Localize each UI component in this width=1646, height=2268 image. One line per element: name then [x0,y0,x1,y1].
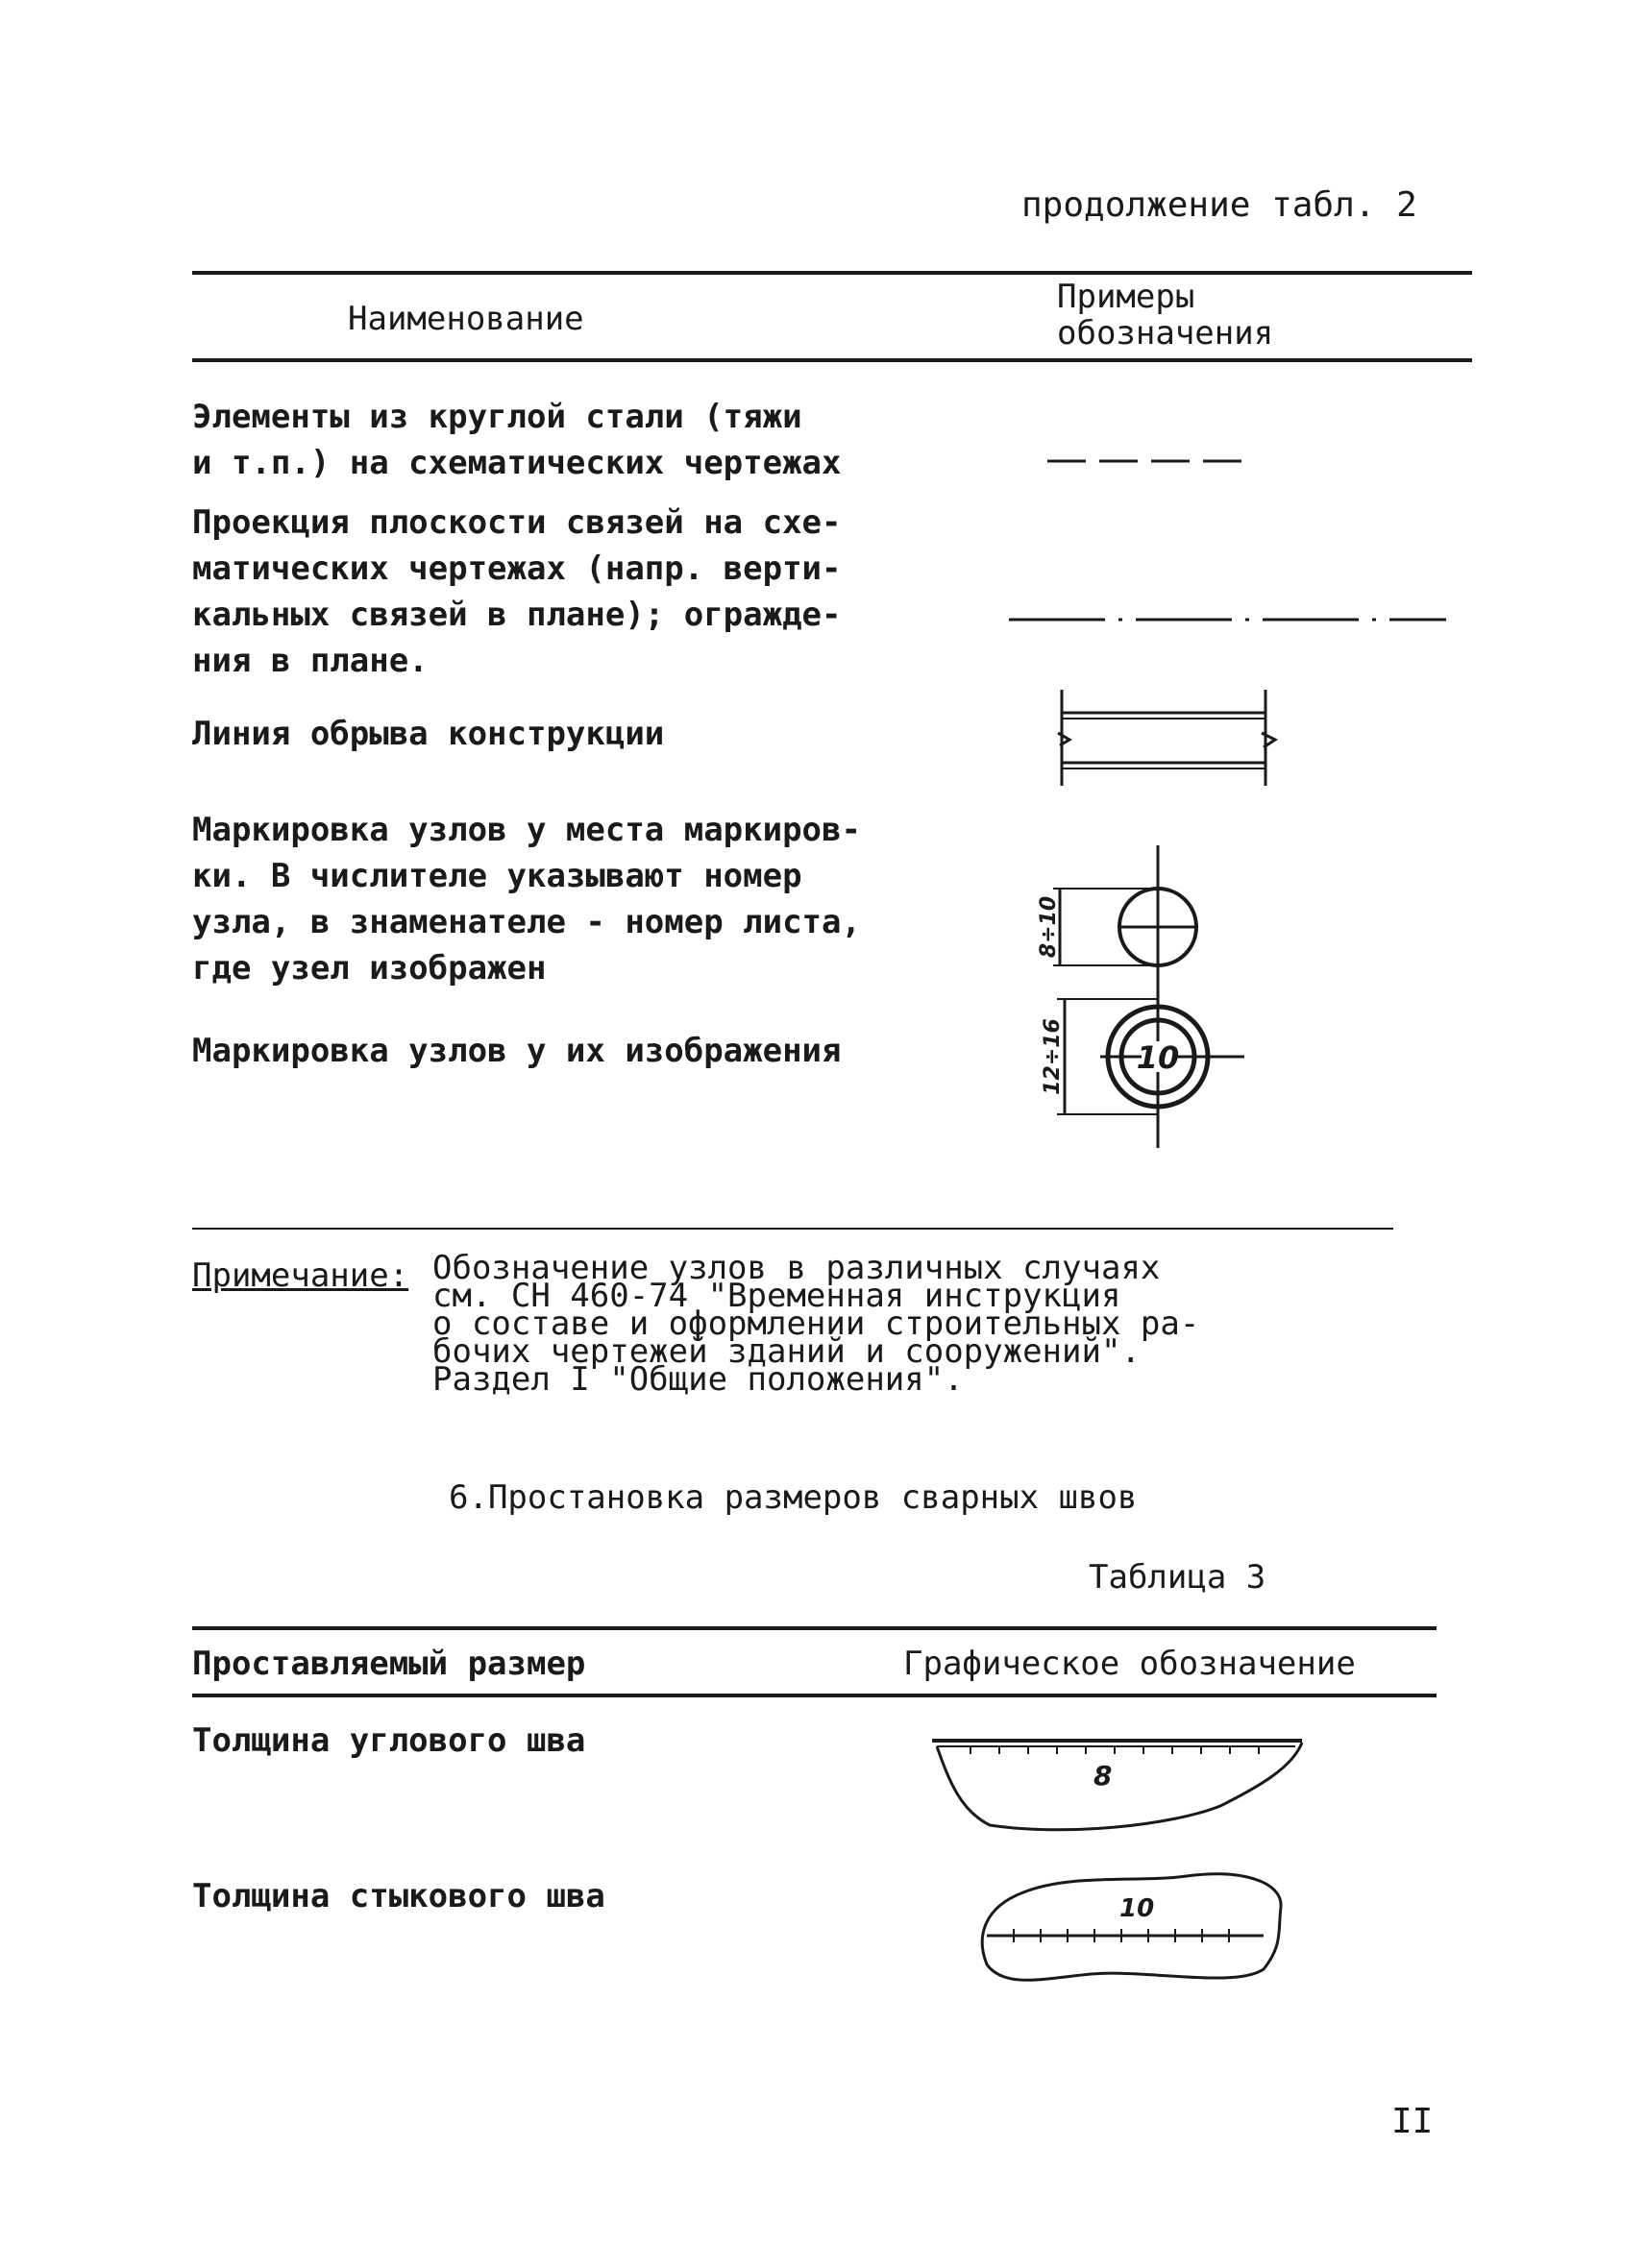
table2-header-examples: Примеры обозначения [1057,278,1274,353]
node-mark-dim-label: 8÷10 [1037,895,1061,959]
table2-bottom-rule [192,1228,1393,1230]
table2-header-rule [192,358,1472,362]
node-mark-double-circle-symbol [1019,980,1249,1153]
node-mark-dim-label: 12÷16 [1041,1018,1065,1095]
fillet-weld-value: 8 [1093,1760,1113,1792]
table2-row-name: Элементы из круглой стали (тяжи и т.п.) на схематических чертежах [192,398,842,482]
butt-weld-symbol [975,1868,1302,1993]
dashed-line-symbol [1047,451,1259,471]
table3-top-rule [192,1626,1437,1630]
table3-row-name: Толщина углового шва [192,1721,586,1760]
note-text: Обозначение узлов в различных случаях см. СН 460-74 "Временная инструкция о составе и оформлении строительных ра- бочих чертежей зданий и сооружений". Раздел I "Общие положения". [432,1249,1200,1399]
table2-header-name: Наименование [348,300,584,338]
table2-row-name: Маркировка узлов у места маркиров- ки. В числителе указывают номер узла, в знаменателе - номер листа, где узел изображен [192,811,861,988]
table3-header-rule [192,1694,1437,1697]
table3-row-name: Толщина стыкового шва [192,1877,605,1915]
node-mark-number: 10 [1136,1039,1180,1076]
table3-header-size: Проставляемый размер [192,1645,586,1683]
table3-label: Таблица 3 [1089,1558,1266,1597]
table2-row-name: Проекция плоскости связей на схе- матических чертежах (напр. верти- кальных связей в плане); огражде- ния в плане. [192,503,842,680]
butt-weld-value: 10 [1119,1894,1155,1923]
break-line-symbol [1052,690,1283,795]
fillet-weld-symbol [932,1729,1316,1844]
page-number: II [1391,2102,1434,2141]
table3-header-graphic: Графическое обозначение [903,1645,1356,1683]
continuation-label: продолжение табл. 2 [1021,185,1417,225]
dash-dot-line-symbol [1009,610,1451,629]
table2-row-name: Маркировка узлов у их изображения [192,1032,842,1070]
table2-row-name: Линия обрыва конструкции [192,715,665,753]
note-label: Примечание: [192,1256,409,1295]
section6-heading: 6.Простановка размеров сварных швов [449,1478,1138,1517]
node-mark-circle-symbol [1019,845,1211,989]
table2-top-rule [192,271,1472,275]
